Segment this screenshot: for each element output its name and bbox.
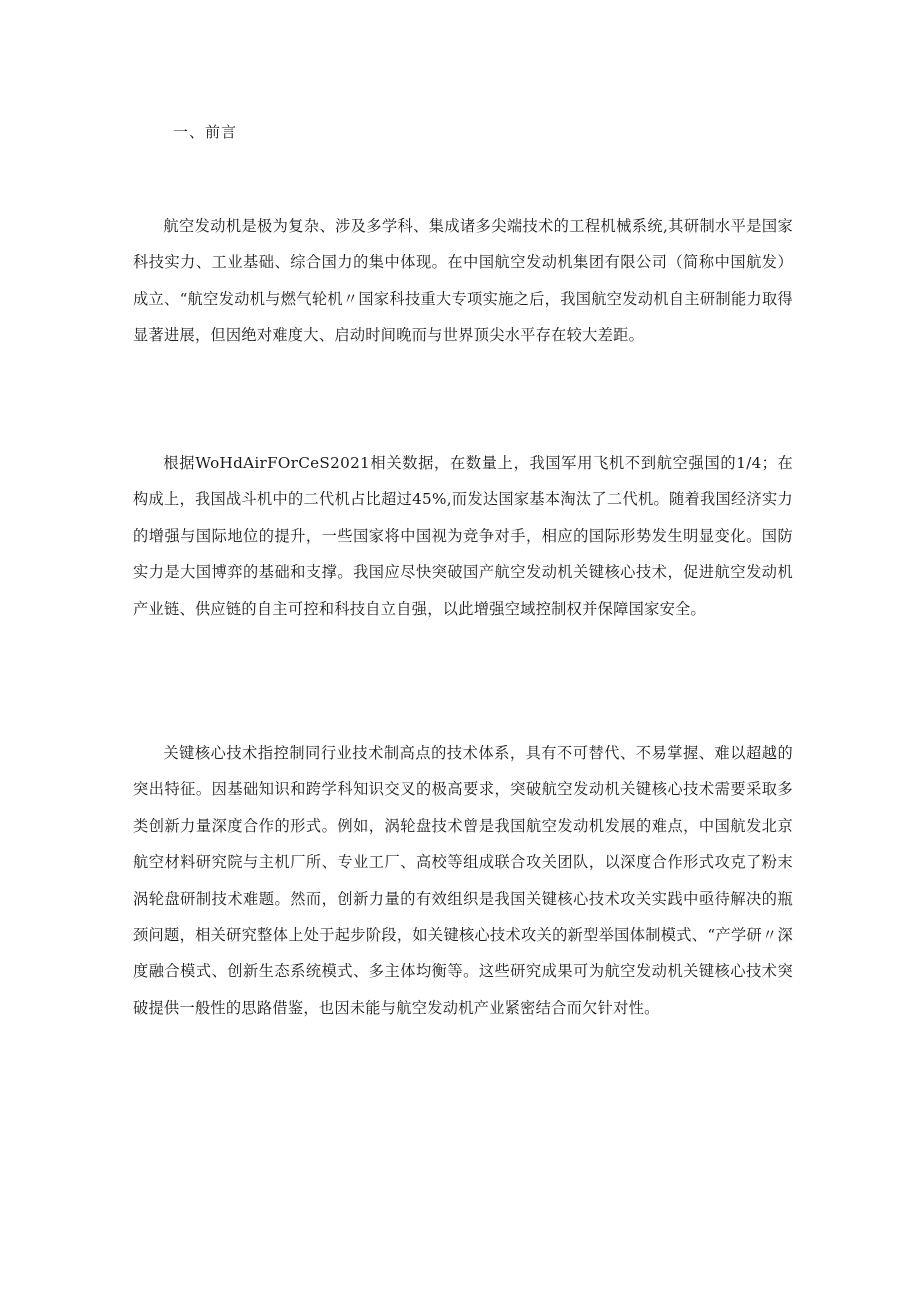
paragraph-3: 关键核心技术指控制同行业技术制高点的技术体系，具有不可替代、不易掌握、难以超越的突出特征。因基础知识和跨学科知识交叉的极高要求，突破航空发动机关键核心技术需要采取多类创新力量深度合作的形式。例如，涡轮盘技术曾是我国航空发动机发展的难点，中国航发北京航空材料研究院与主机厂所、专业工厂、高校等组成联合攻关团队，以深度合作形式攻克了粉末涡轮盘研制技术难题。然而，创新力量的有效组织是我国关键核心技术攻关实践中亟待解决的瓶颈问题，相关研究整体上处于起步阶段，如关键核心技术攻关的新型举国体制模式、“产学研〃深度融合模式、创新生态系统模式、多主体均衡等。这些研究成果可为航空发动机关键核心技术突破提供一般性的思路借鉴，也因未能与航空发动机产业紧密结合而欠针对性。: [133, 744, 793, 1017]
section-heading: 一、前言: [173, 123, 238, 141]
paragraph-2: 根据WoHdAirFOrCeS2021相关数据，在数量上，我国军用飞机不到航空强国的1/4；在构成上，我国战斗机中的二代机占比超过45%,而发达国家基本淘汰了二代机。随着我国经济实力的增强与国际地位的提升，一些国家将中国视为竞争对手，相应的国际形势发生明显变化。国防实力是大国博弈的基础和支撑。我国应尽快突破国产航空发动机关键核心技术，促进航空发动机产业链、供应链的自主可控和科技自立自强，以此增强空域控制权并保障国家安全。: [133, 454, 793, 618]
paragraph-1: 航空发动机是极为复杂、涉及多学科、集成诸多尖端技术的工程机械系统,其研制水平是国家科技实力、工业基础、综合国力的集中体现。在中国航空发动机集团有限公司（简称中国航发）成立、“航空发动机与燃气轮机〃国家科技重大专项实施之后，我国航空发动机自主研制能力取得显著进展，但因绝对难度大、启动时间晚而与世界顶尖水平存在较大差距。: [133, 217, 793, 345]
